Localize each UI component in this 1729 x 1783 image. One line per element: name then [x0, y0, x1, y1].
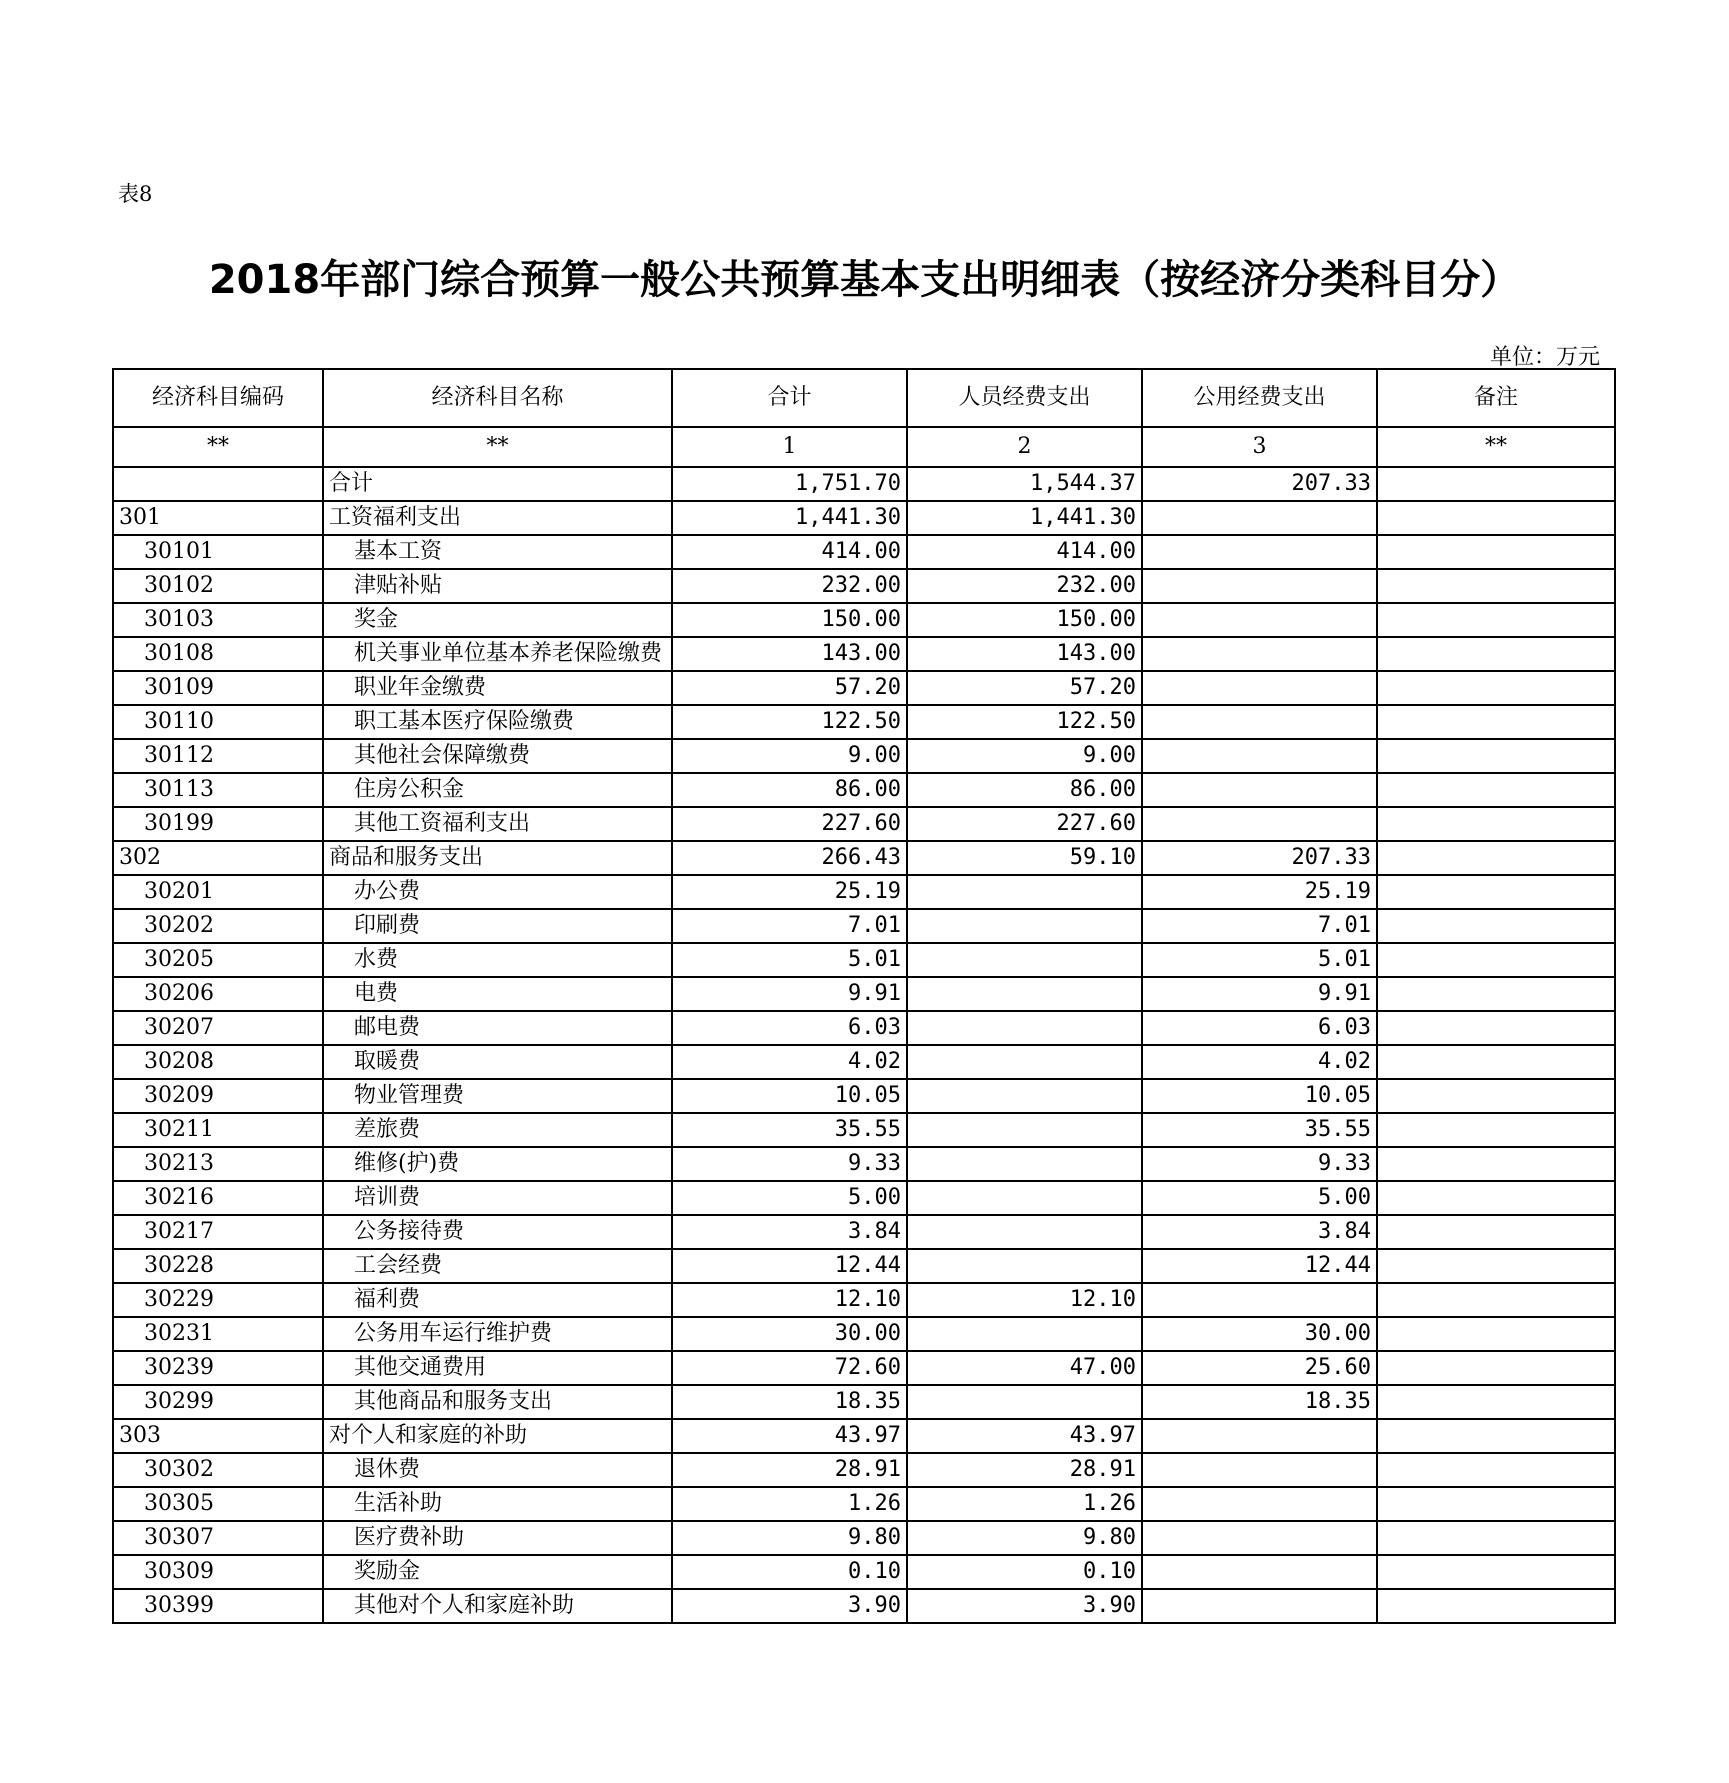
total-cell: 143.00: [672, 637, 907, 671]
public-cell: [1142, 1555, 1377, 1589]
code-cell: 30229: [113, 1283, 323, 1317]
public-cell: [1142, 739, 1377, 773]
personnel-cell: [907, 1317, 1142, 1351]
total-cell: 0.10: [672, 1555, 907, 1589]
name-cell: 基本工资: [323, 535, 672, 569]
code-cell: 30101: [113, 535, 323, 569]
code-cell: 30205: [113, 943, 323, 977]
header-name: 经济科目名称: [323, 369, 672, 427]
personnel-cell: 122.50: [907, 705, 1142, 739]
code-cell: 30202: [113, 909, 323, 943]
personnel-cell: [907, 1249, 1142, 1283]
note-cell: [1377, 1487, 1615, 1521]
note-cell: [1377, 773, 1615, 807]
note-cell: [1377, 1045, 1615, 1079]
table-row: [113, 1589, 1615, 1623]
table-row: [113, 977, 1615, 1011]
public-cell: 12.44: [1142, 1249, 1377, 1283]
note-cell: [1377, 909, 1615, 943]
total-cell: 150.00: [672, 603, 907, 637]
public-cell: [1142, 671, 1377, 705]
table-row: [113, 875, 1615, 909]
total-cell: 3.84: [672, 1215, 907, 1249]
code-cell: 30216: [113, 1181, 323, 1215]
table-row: [113, 501, 1615, 535]
note-cell: [1377, 1147, 1615, 1181]
name-cell: 邮电费: [323, 1011, 672, 1045]
public-cell: 5.00: [1142, 1181, 1377, 1215]
personnel-cell: 1,441.30: [907, 501, 1142, 535]
name-cell: 取暖费: [323, 1045, 672, 1079]
personnel-cell: [907, 977, 1142, 1011]
table-row: [113, 1283, 1615, 1317]
note-cell: [1377, 739, 1615, 773]
table-row: [113, 1521, 1615, 1555]
public-cell: [1142, 1521, 1377, 1555]
personnel-cell: 232.00: [907, 569, 1142, 603]
table-row: [113, 603, 1615, 637]
public-cell: 7.01: [1142, 909, 1377, 943]
note-cell: [1377, 535, 1615, 569]
personnel-cell: [907, 943, 1142, 977]
note-cell: [1377, 1283, 1615, 1317]
table-row: [113, 1249, 1615, 1283]
name-cell: 物业管理费: [323, 1079, 672, 1113]
total-cell: 57.20: [672, 671, 907, 705]
table-row: [113, 1555, 1615, 1589]
note-cell: [1377, 1453, 1615, 1487]
personnel-cell: [907, 1147, 1142, 1181]
total-cell: 414.00: [672, 535, 907, 569]
personnel-cell: 43.97: [907, 1419, 1142, 1453]
header-index-cell: **: [323, 427, 672, 467]
total-cell: 7.01: [672, 909, 907, 943]
header-total: 合计: [672, 369, 907, 427]
name-cell: 维修(护)费: [323, 1147, 672, 1181]
code-cell: 30207: [113, 1011, 323, 1045]
note-cell: [1377, 1419, 1615, 1453]
code-cell: 30307: [113, 1521, 323, 1555]
total-cell: 25.19: [672, 875, 907, 909]
public-cell: [1142, 773, 1377, 807]
header-index-cell: 1: [672, 427, 907, 467]
header-public: 公用经费支出: [1142, 369, 1377, 427]
personnel-cell: [907, 1011, 1142, 1045]
page-title: 2018年部门综合预算一般公共预算基本支出明细表（按经济分类科目分）: [208, 257, 1521, 303]
note-cell: [1377, 1079, 1615, 1113]
note-cell: [1377, 705, 1615, 739]
public-cell: [1142, 1487, 1377, 1521]
name-cell: 奖金: [323, 603, 672, 637]
personnel-cell: [907, 1113, 1142, 1147]
code-cell: 30199: [113, 807, 323, 841]
public-cell: [1142, 1589, 1377, 1623]
header-index-cell: **: [1377, 427, 1615, 467]
personnel-cell: [907, 1181, 1142, 1215]
code-cell: 30309: [113, 1555, 323, 1589]
table-row: [113, 1181, 1615, 1215]
public-cell: [1142, 535, 1377, 569]
name-cell: 电费: [323, 977, 672, 1011]
table-row: [113, 1453, 1615, 1487]
code-cell: 30399: [113, 1589, 323, 1623]
personnel-cell: 1,544.37: [907, 467, 1142, 501]
code-cell: 30211: [113, 1113, 323, 1147]
note-cell: [1377, 671, 1615, 705]
code-cell: 302: [113, 841, 323, 875]
table-row: [113, 909, 1615, 943]
code-cell: 30201: [113, 875, 323, 909]
header-index-cell: 2: [907, 427, 1142, 467]
name-cell: 机关事业单位基本养老保险缴费: [323, 637, 672, 671]
table-id: 表8: [118, 182, 153, 206]
name-cell: 奖励金: [323, 1555, 672, 1589]
personnel-cell: 28.91: [907, 1453, 1142, 1487]
total-cell: 266.43: [672, 841, 907, 875]
public-cell: 30.00: [1142, 1317, 1377, 1351]
code-cell: 30217: [113, 1215, 323, 1249]
public-cell: 35.55: [1142, 1113, 1377, 1147]
public-cell: [1142, 569, 1377, 603]
total-cell: 6.03: [672, 1011, 907, 1045]
header-code: 经济科目编码: [113, 369, 323, 427]
note-cell: [1377, 1555, 1615, 1589]
code-cell: 30213: [113, 1147, 323, 1181]
public-cell: [1142, 501, 1377, 535]
note-cell: [1377, 977, 1615, 1011]
personnel-cell: 0.10: [907, 1555, 1142, 1589]
personnel-cell: 143.00: [907, 637, 1142, 671]
public-cell: 207.33: [1142, 467, 1377, 501]
header-note: 备注: [1377, 369, 1615, 427]
note-cell: [1377, 1113, 1615, 1147]
public-cell: 9.91: [1142, 977, 1377, 1011]
table-row: [113, 807, 1615, 841]
name-cell: 其他交通费用: [323, 1351, 672, 1385]
personnel-cell: 1.26: [907, 1487, 1142, 1521]
note-cell: [1377, 1317, 1615, 1351]
table-row: [113, 943, 1615, 977]
name-cell: 印刷费: [323, 909, 672, 943]
public-cell: 3.84: [1142, 1215, 1377, 1249]
code-cell: 30102: [113, 569, 323, 603]
personnel-cell: [907, 909, 1142, 943]
name-cell: 福利费: [323, 1283, 672, 1317]
total-cell: 122.50: [672, 705, 907, 739]
total-cell: 30.00: [672, 1317, 907, 1351]
note-cell: [1377, 841, 1615, 875]
code-cell: 30113: [113, 773, 323, 807]
public-cell: [1142, 807, 1377, 841]
name-cell: 办公费: [323, 875, 672, 909]
note-cell: [1377, 1589, 1615, 1623]
public-cell: 25.60: [1142, 1351, 1377, 1385]
name-cell: 公务用车运行维护费: [323, 1317, 672, 1351]
code-cell: 30110: [113, 705, 323, 739]
budget-table: [112, 368, 1616, 1624]
total-cell: 12.10: [672, 1283, 907, 1317]
name-cell: 公务接待费: [323, 1215, 672, 1249]
name-cell: 医疗费补助: [323, 1521, 672, 1555]
public-cell: 4.02: [1142, 1045, 1377, 1079]
note-cell: [1377, 1181, 1615, 1215]
personnel-cell: 47.00: [907, 1351, 1142, 1385]
total-cell: 10.05: [672, 1079, 907, 1113]
note-cell: [1377, 467, 1615, 501]
table-row: [113, 1079, 1615, 1113]
name-cell: 差旅费: [323, 1113, 672, 1147]
table-row: [113, 1147, 1615, 1181]
note-cell: [1377, 501, 1615, 535]
header-index-cell: 3: [1142, 427, 1377, 467]
code-cell: 30209: [113, 1079, 323, 1113]
note-cell: [1377, 875, 1615, 909]
code-cell: 30206: [113, 977, 323, 1011]
code-cell: 30239: [113, 1351, 323, 1385]
personnel-cell: 86.00: [907, 773, 1142, 807]
table-row: [113, 1113, 1615, 1147]
code-cell: 30231: [113, 1317, 323, 1351]
note-cell: [1377, 603, 1615, 637]
name-cell: 职业年金缴费: [323, 671, 672, 705]
name-cell: 合计: [323, 467, 672, 501]
personnel-cell: 9.00: [907, 739, 1142, 773]
note-cell: [1377, 1249, 1615, 1283]
total-cell: 35.55: [672, 1113, 907, 1147]
table-row: [113, 467, 1615, 501]
table-row: [113, 1385, 1615, 1419]
name-cell: 水费: [323, 943, 672, 977]
total-cell: 5.00: [672, 1181, 907, 1215]
personnel-cell: 57.20: [907, 671, 1142, 705]
name-cell: 商品和服务支出: [323, 841, 672, 875]
total-cell: 9.80: [672, 1521, 907, 1555]
name-cell: 津贴补贴: [323, 569, 672, 603]
public-cell: [1142, 637, 1377, 671]
total-cell: 72.60: [672, 1351, 907, 1385]
unit-label: 单位：万元: [1490, 345, 1601, 370]
total-cell: 5.01: [672, 943, 907, 977]
total-cell: 227.60: [672, 807, 907, 841]
personnel-cell: [907, 875, 1142, 909]
public-cell: [1142, 1419, 1377, 1453]
personnel-cell: 150.00: [907, 603, 1142, 637]
total-cell: 43.97: [672, 1419, 907, 1453]
public-cell: 207.33: [1142, 841, 1377, 875]
header-personnel: 人员经费支出: [907, 369, 1142, 427]
personnel-cell: 227.60: [907, 807, 1142, 841]
personnel-cell: 3.90: [907, 1589, 1142, 1623]
name-cell: 其他社会保障缴费: [323, 739, 672, 773]
personnel-cell: [907, 1215, 1142, 1249]
name-cell: 培训费: [323, 1181, 672, 1215]
name-cell: 其他商品和服务支出: [323, 1385, 672, 1419]
personnel-cell: [907, 1385, 1142, 1419]
code-cell: 30108: [113, 637, 323, 671]
name-cell: 其他对个人和家庭补助: [323, 1589, 672, 1623]
total-cell: 1.26: [672, 1487, 907, 1521]
total-cell: 232.00: [672, 569, 907, 603]
total-cell: 9.33: [672, 1147, 907, 1181]
note-cell: [1377, 637, 1615, 671]
code-cell: 30302: [113, 1453, 323, 1487]
public-cell: 9.33: [1142, 1147, 1377, 1181]
table-row: [113, 671, 1615, 705]
table-row: [113, 773, 1615, 807]
public-cell: [1142, 705, 1377, 739]
total-cell: 9.00: [672, 739, 907, 773]
name-cell: 退休费: [323, 1453, 672, 1487]
code-cell: 30228: [113, 1249, 323, 1283]
code-cell: 301: [113, 501, 323, 535]
total-cell: 12.44: [672, 1249, 907, 1283]
table-row: [113, 569, 1615, 603]
personnel-cell: 9.80: [907, 1521, 1142, 1555]
note-cell: [1377, 943, 1615, 977]
table-row: [113, 1317, 1615, 1351]
code-cell: 30103: [113, 603, 323, 637]
table-row: [113, 1045, 1615, 1079]
total-cell: 1,751.70: [672, 467, 907, 501]
note-cell: [1377, 1521, 1615, 1555]
code-cell: 30299: [113, 1385, 323, 1419]
personnel-cell: [907, 1045, 1142, 1079]
public-cell: 25.19: [1142, 875, 1377, 909]
public-cell: 18.35: [1142, 1385, 1377, 1419]
note-cell: [1377, 569, 1615, 603]
header-index-row: [113, 427, 1615, 467]
table-row: [113, 1011, 1615, 1045]
code-cell: [113, 467, 323, 501]
name-cell: 对个人和家庭的补助: [323, 1419, 672, 1453]
table-row: [113, 739, 1615, 773]
note-cell: [1377, 1351, 1615, 1385]
table-row: [113, 841, 1615, 875]
note-cell: [1377, 1215, 1615, 1249]
public-cell: [1142, 1453, 1377, 1487]
total-cell: 18.35: [672, 1385, 907, 1419]
public-cell: 6.03: [1142, 1011, 1377, 1045]
table-row: [113, 705, 1615, 739]
total-cell: 9.91: [672, 977, 907, 1011]
name-cell: 其他工资福利支出: [323, 807, 672, 841]
public-cell: 5.01: [1142, 943, 1377, 977]
name-cell: 工会经费: [323, 1249, 672, 1283]
name-cell: 生活补助: [323, 1487, 672, 1521]
table-row: [113, 1215, 1615, 1249]
total-cell: 4.02: [672, 1045, 907, 1079]
table-row: [113, 1351, 1615, 1385]
code-cell: 30112: [113, 739, 323, 773]
personnel-cell: 414.00: [907, 535, 1142, 569]
table-row: [113, 1419, 1615, 1453]
table-row: [113, 1487, 1615, 1521]
personnel-cell: 12.10: [907, 1283, 1142, 1317]
header-index-cell: **: [113, 427, 323, 467]
name-cell: 住房公积金: [323, 773, 672, 807]
name-cell: 职工基本医疗保险缴费: [323, 705, 672, 739]
code-cell: 30109: [113, 671, 323, 705]
total-cell: 3.90: [672, 1589, 907, 1623]
personnel-cell: 59.10: [907, 841, 1142, 875]
note-cell: [1377, 1385, 1615, 1419]
personnel-cell: [907, 1079, 1142, 1113]
total-cell: 28.91: [672, 1453, 907, 1487]
public-cell: [1142, 1283, 1377, 1317]
public-cell: [1142, 603, 1377, 637]
header-row: [113, 369, 1615, 427]
public-cell: 10.05: [1142, 1079, 1377, 1113]
note-cell: [1377, 1011, 1615, 1045]
code-cell: 30208: [113, 1045, 323, 1079]
name-cell: 工资福利支出: [323, 501, 672, 535]
table-body: [113, 467, 1615, 1623]
note-cell: [1377, 807, 1615, 841]
code-cell: 30305: [113, 1487, 323, 1521]
code-cell: 303: [113, 1419, 323, 1453]
table-row: [113, 637, 1615, 671]
total-cell: 86.00: [672, 773, 907, 807]
total-cell: 1,441.30: [672, 501, 907, 535]
table-row: [113, 535, 1615, 569]
